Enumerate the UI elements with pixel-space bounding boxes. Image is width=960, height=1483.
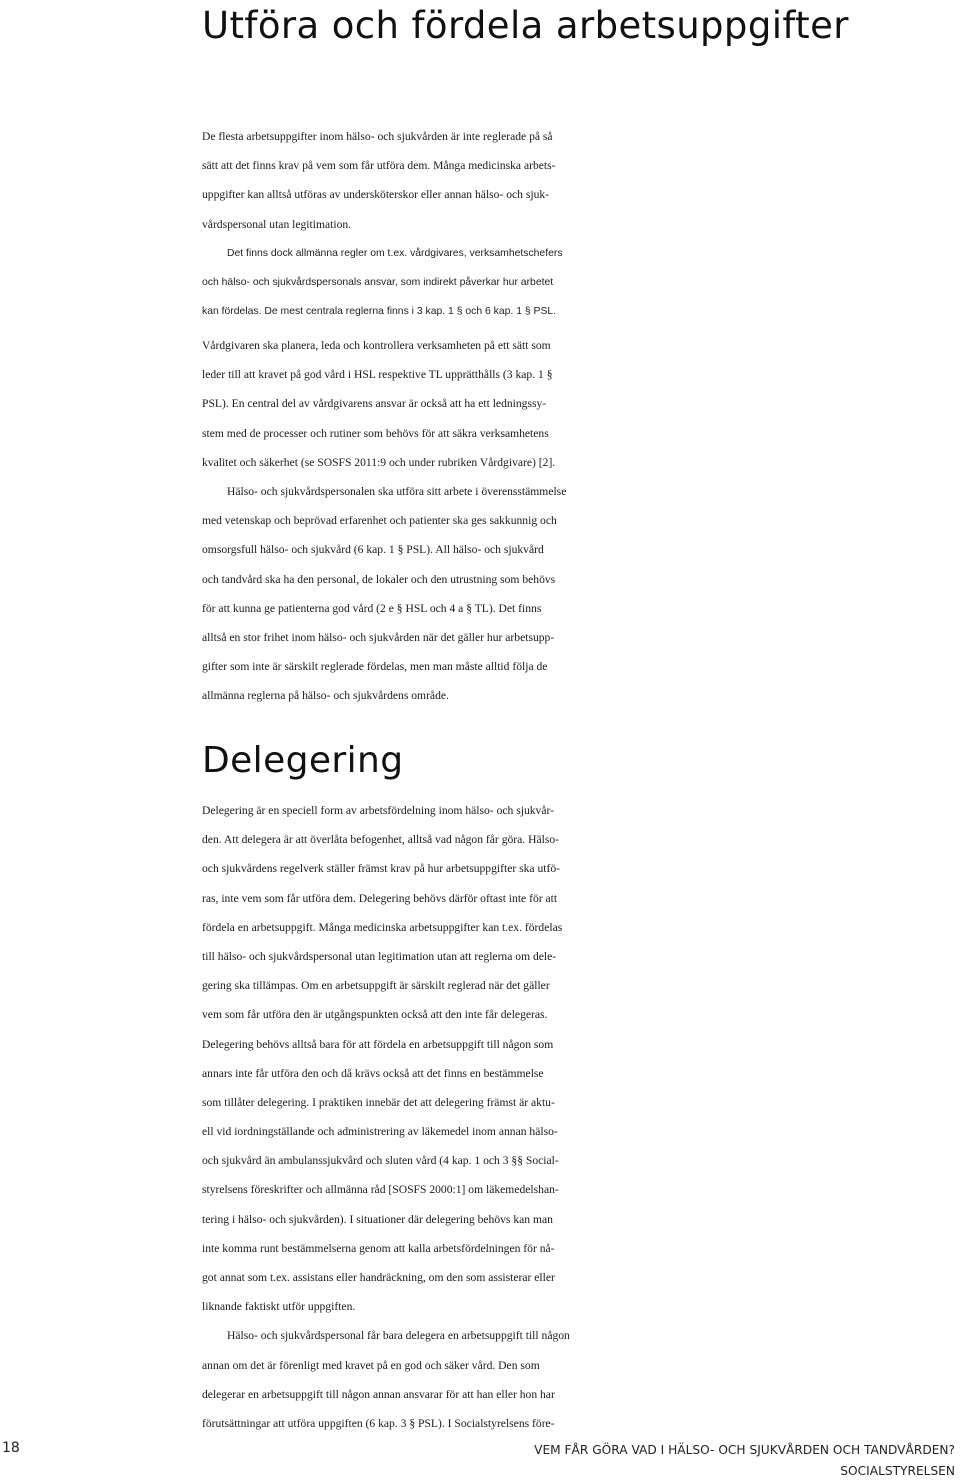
text-line: som tillåter delegering. I praktiken innebär det att delegering främst är aktu-	[202, 1095, 555, 1109]
text-line: ras, inte vem som får utföra dem. Delegering behövs därför oftast inte för att	[202, 891, 558, 905]
text-line: med vetenskap och beprövad erfarenhet och patienter ska ges sakkunnig och	[202, 514, 557, 528]
text-line: och sjukvård än ambulanssjukvård och sluten vård (4 kap. 1 och 3 §§ Social-	[202, 1154, 559, 1168]
text-line: Det finns dock allmänna regler om t.ex. vårdgivares, verksamhetschefers	[227, 248, 563, 259]
text-line: vem som får utföra den är utgångspunkten också att den inte får delegeras.	[202, 1008, 548, 1022]
text-line: och hälso- och sjukvårdspersonals ansvar, som indirekt påverkar hur arbetet	[202, 277, 554, 289]
text-line: delegerar en arbetsuppgift till någon annan ansvarar för att han eller hon har	[202, 1387, 555, 1401]
running-footer	[534, 1440, 955, 1482]
text-line: Hälso- och sjukvårdspersonal får bara delegera en arbetsuppgift till någon	[227, 1329, 570, 1343]
text-line: fördela en arbetsuppgift. Många medicinska arbetsuppgifter kan t.ex. fördelas	[202, 920, 563, 934]
text-line: Delegering är en speciell form av arbetsfördelning inom hälso- och sjukvår-	[202, 804, 554, 817]
footer-title: VEM FÅR GÖRA VAD I HÄLSO- OCH SJUKVÅRDEN OCH TANDVÅRDEN?	[534, 1443, 955, 1457]
text-line: till hälso- och sjukvårdspersonal utan legitimation utan att reglerna om dele-	[202, 949, 557, 963]
text-line: kan fördelas. De mest centrala reglerna finns i 3 kap. 1 § och 6 kap. 1 § PSL.	[202, 306, 557, 318]
general-rules-paragraph	[202, 239, 960, 327]
text-line: och tandvård ska ha den personal, de lokaler och den utrustning som behövs	[202, 572, 556, 586]
page-number: 18	[2, 1440, 20, 1456]
text-line: styrelsens föreskrifter och allmänna råd [SOSFS 2000:1] om läkemedelshan-	[202, 1183, 559, 1197]
text-line: allmänna reglerna på hälso- och sjukvårdens område.	[202, 689, 449, 703]
text-line: gifter som inte är särskilt reglerade fördelas, men man måste alltid följa de	[202, 660, 548, 674]
page-title: Utföra och fördela arbetsuppgifter	[202, 4, 849, 47]
footer-publisher: SOCIALSTYRELSEN	[840, 1464, 955, 1478]
text-line: leder till att kravet på god vård i HSL respektive TL upprätthålls (3 kap. 1 §	[202, 368, 553, 382]
text-line: stem med de processer och rutiner som behövs för att säkra verksamhetens	[202, 426, 549, 440]
text-line: omsorgsfull hälso- och sjukvård (6 kap. 1 § PSL). All hälso- och sjukvård	[202, 543, 544, 557]
text-line: PSL). En central del av vårdgivarens ansvar är också att ha ett ledningssy-	[202, 397, 547, 411]
text-line: De flesta arbetsuppgifter inom hälso- och sjukvården är inte reglerade på så	[202, 130, 553, 143]
delegation-paragraph	[202, 796, 960, 1438]
text-line: Hälso- och sjukvårdspersonalen ska utföra sitt arbete i överensstämmelse	[227, 484, 567, 498]
text-line: ell vid iordningställande och administrering av läkemedel inom annan hälso-	[202, 1125, 558, 1139]
text-line: annars inte får utföra den och då krävs också att det finns en bestämmelse	[202, 1066, 544, 1080]
text-line: Delegering behövs alltså bara för att fördela en arbetsuppgift till någon som	[202, 1037, 554, 1051]
intro-paragraph	[202, 122, 960, 239]
text-line: got annat som t.ex. assistans eller handräckning, om den som assisterar eller	[202, 1271, 555, 1284]
section-heading: Delegering	[202, 740, 404, 781]
text-line: sätt att det finns krav på vem som får utföra dem. Många medicinska arbets-	[202, 159, 556, 173]
text-line: Vårdgivaren ska planera, leda och kontrollera verksamheten på ett sätt som	[202, 339, 551, 352]
text-line: annan om det är förenligt med kravet på en god och säker vård. Den som	[202, 1358, 540, 1372]
text-line: för att kunna ge patienterna god vård (2 e § HSL och 4 a § TL). Det finns	[202, 601, 542, 615]
text-line: den. Att delegera är att överlåta befogenhet, alltså vad någon får göra. Hälso-	[202, 833, 559, 847]
care-provider-paragraph	[202, 331, 960, 710]
text-line: inte komma runt bestämmelserna genom att kalla arbetsfördelningen för nå-	[202, 1241, 555, 1255]
text-line: vårdspersonal utan legitimation.	[202, 217, 352, 231]
text-line: alltså en stor frihet inom hälso- och sjukvården när det gäller hur arbetsupp-	[202, 630, 555, 644]
text-line: tering i hälso- och sjukvården). I situationer där delegering behövs kan man	[202, 1212, 553, 1226]
text-line: liknande faktiskt utför uppgiften.	[202, 1300, 356, 1314]
text-line: uppgifter kan alltså utföras av undersköterskor eller annan hälso- och sjuk-	[202, 188, 550, 202]
text-line: gering ska tillämpas. Om en arbetsuppgift är särskilt reglerad när det gäller	[202, 979, 550, 993]
text-line: kvalitet och säkerhet (se SOSFS 2011:9 och under rubriken Vårdgivare) [2].	[202, 455, 556, 469]
text-line: förutsättningar att utföra uppgiften (6 kap. 3 § PSL). I Socialstyrelsens före-	[202, 1416, 555, 1430]
text-line: och sjukvårdens regelverk ställer främst krav på hur arbetsuppgifter ska utfö-	[202, 862, 560, 876]
